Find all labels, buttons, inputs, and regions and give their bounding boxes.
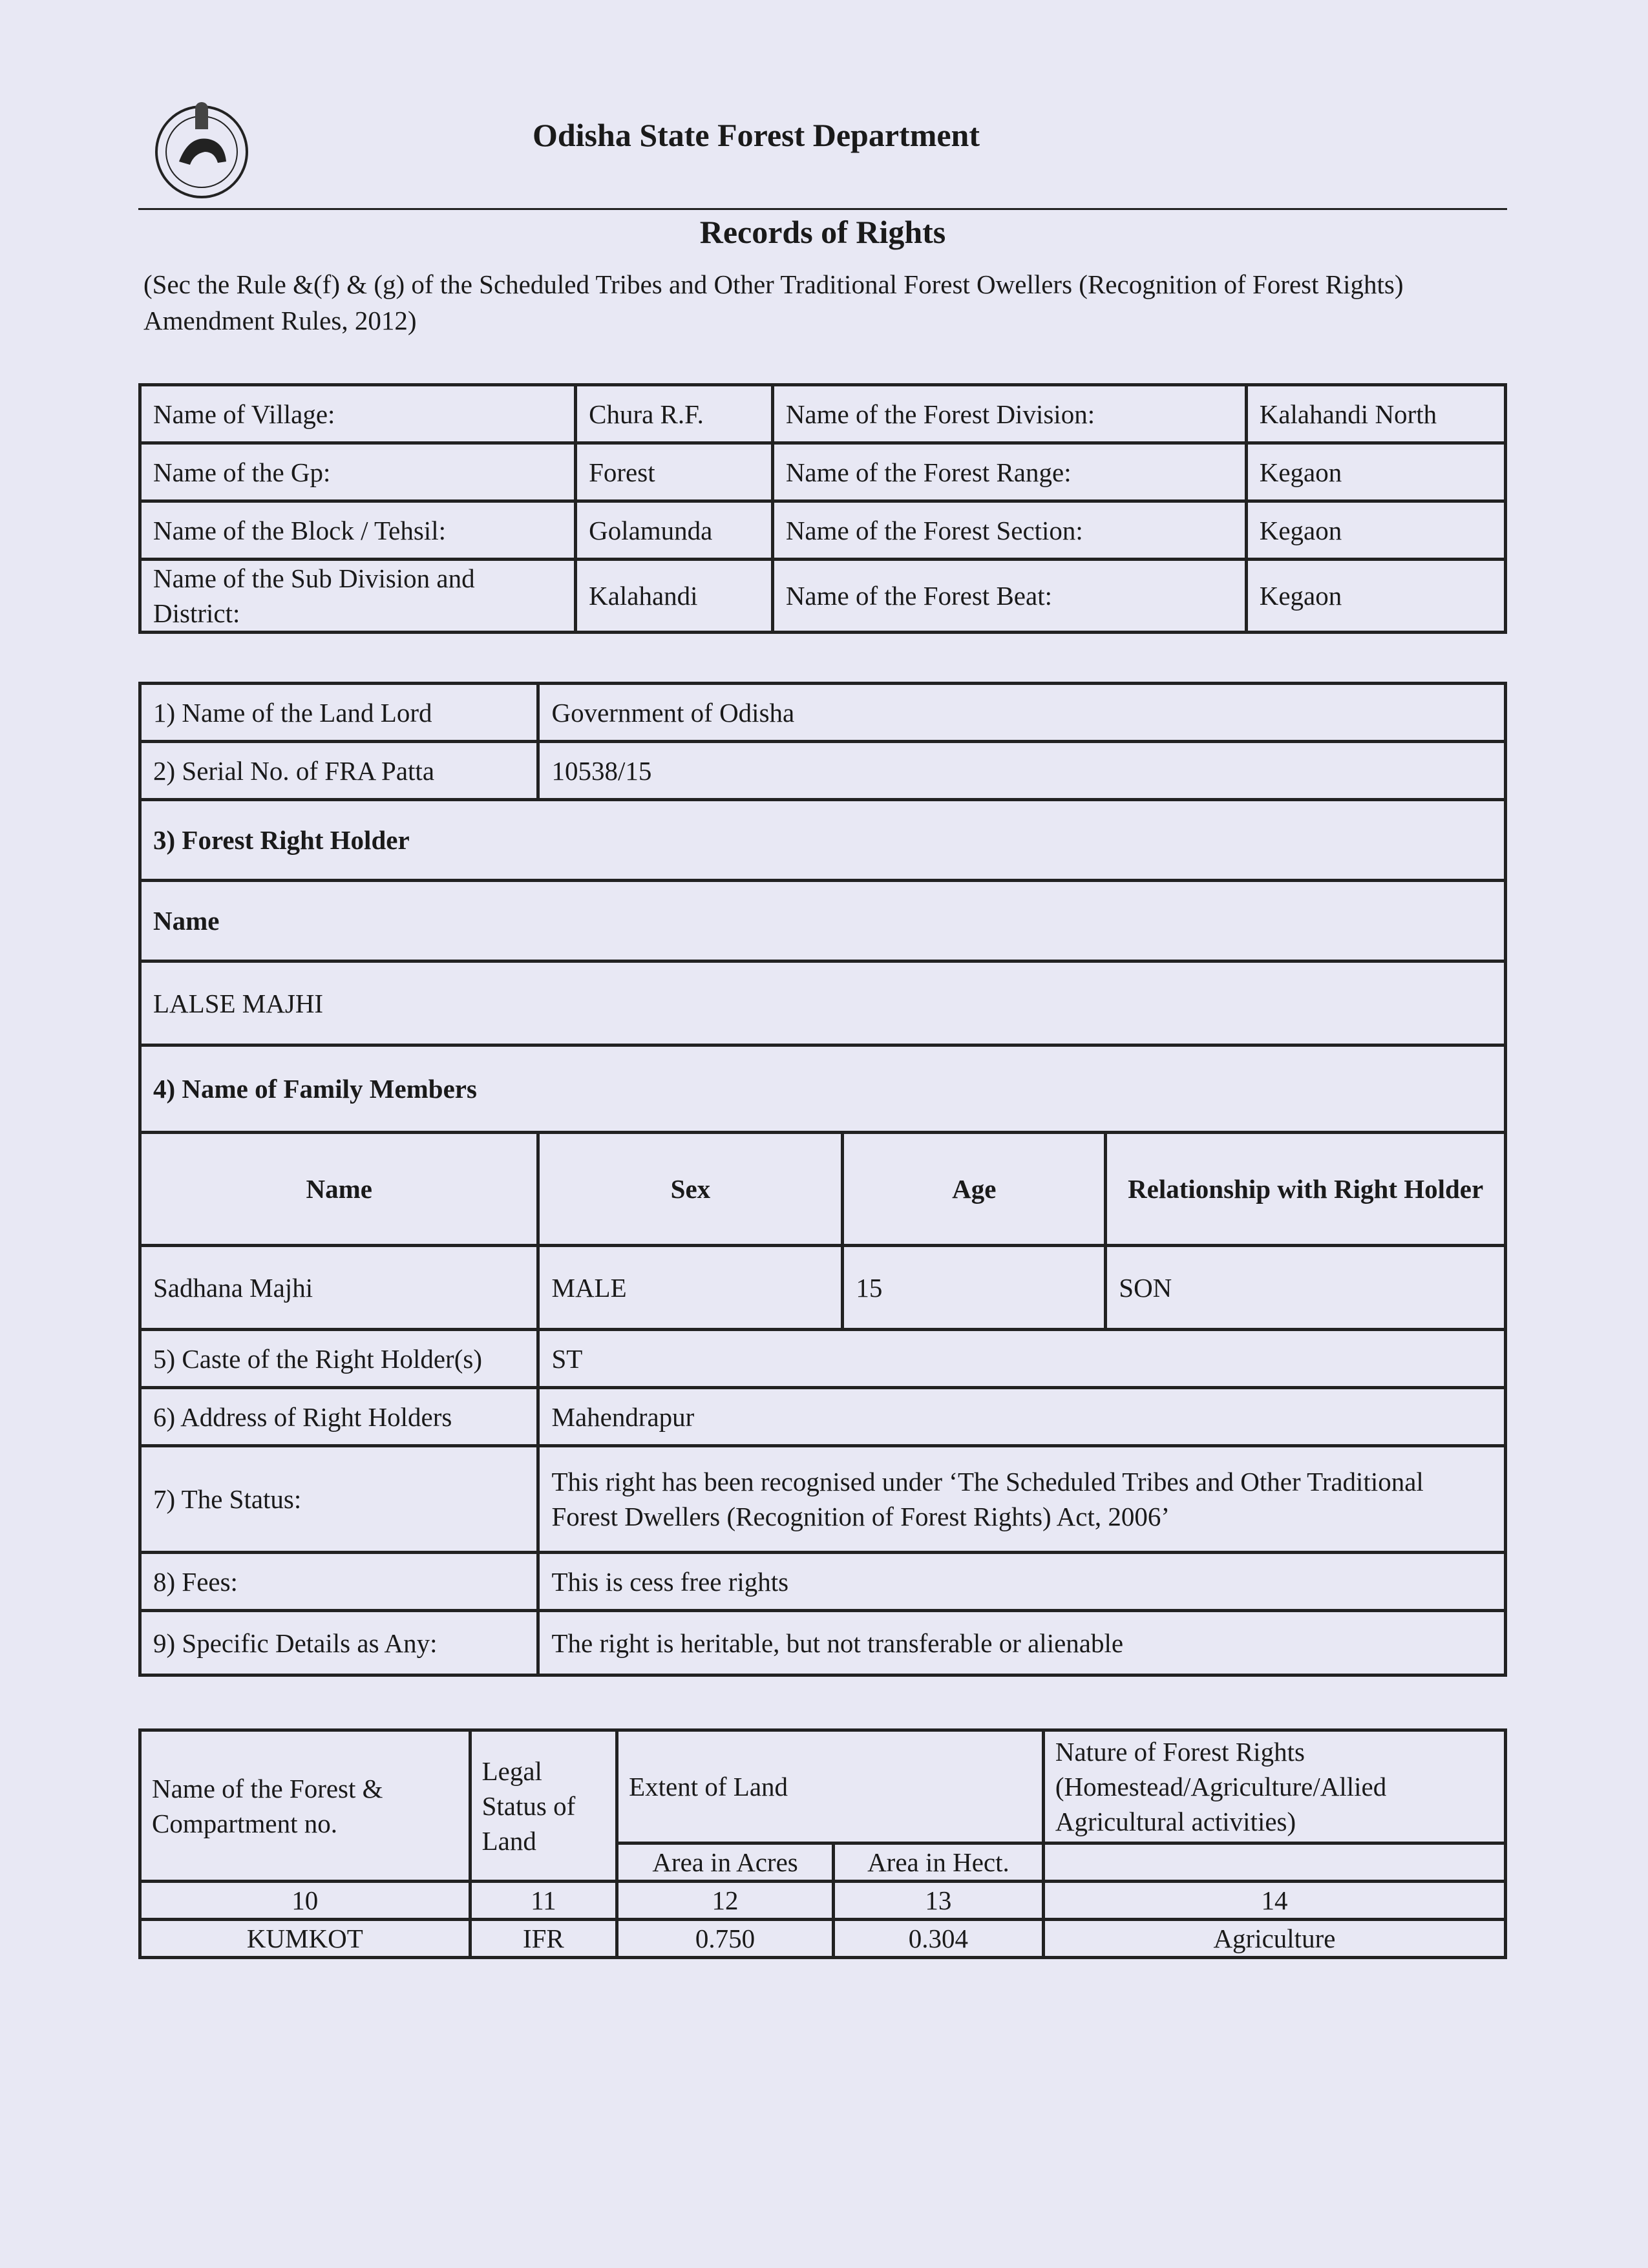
forest-division-label: Name of the Forest Division: (772, 385, 1246, 443)
fees-value: This is cess free rights (538, 1553, 1506, 1611)
subdivision-value: Kalahandi (576, 560, 773, 633)
table-row (140, 961, 1506, 1045)
table-row (140, 742, 1506, 800)
rights-details-table (138, 682, 1507, 1677)
acres-header: Area in Acres (617, 1843, 834, 1882)
location-table (138, 383, 1507, 634)
patta-label: 2) Serial No. of FRA Patta (140, 742, 538, 800)
nature-subheader-empty (1043, 1843, 1505, 1882)
forest-range-value: Kegaon (1246, 443, 1505, 501)
table-row (140, 560, 1506, 633)
area-acres: 0.750 (617, 1920, 834, 1958)
table-row (140, 385, 1506, 443)
table-row (140, 881, 1506, 961)
nature-header: Nature of Forest Rights (Homestead/Agriculture/Allied Agricultural activities) (1043, 1730, 1505, 1843)
gp-value: Forest (576, 443, 773, 501)
table-row (140, 501, 1506, 560)
table-row (140, 1446, 1506, 1553)
land-lord-value: Government of Odisha (538, 684, 1506, 742)
subdivision-label: Name of the Sub Division and District: (140, 560, 576, 633)
forest-section-label: Name of the Forest Section: (772, 501, 1246, 560)
table-row (140, 1882, 1506, 1920)
specific-label: 9) Specific Details as Any: (140, 1611, 538, 1675)
name-heading: Name (140, 881, 1506, 961)
table-row (140, 1330, 1506, 1388)
col-number: 12 (617, 1882, 834, 1920)
table-row (140, 1920, 1506, 1958)
family-col-sex: Sex (538, 1133, 843, 1246)
forest-beat-label: Name of the Forest Beat: (772, 560, 1246, 633)
forest-name: KUMKOT (140, 1920, 470, 1958)
col-number: 14 (1043, 1882, 1505, 1920)
village-value: Chura R.F. (576, 385, 773, 443)
page-title: Records of Rights (699, 214, 946, 250)
caste-label: 5) Caste of the Right Holder(s) (140, 1330, 538, 1388)
address-label: 6) Address of Right Holders (140, 1388, 538, 1446)
forest-section-value: Kegaon (1246, 501, 1505, 560)
table-row (140, 800, 1506, 881)
fees-label: 8) Fees: (140, 1553, 538, 1611)
block-label: Name of the Block / Tehsil: (140, 501, 576, 560)
col-number: 10 (140, 1882, 470, 1920)
nature-of-rights: Agriculture (1043, 1920, 1505, 1958)
family-header-row (140, 1133, 1506, 1246)
header-divider (138, 208, 1507, 210)
right-holder-heading: 3) Forest Right Holder (140, 800, 1506, 881)
preamble-text: (Sec the Rule &(f) & (g) of the Scheduled Tribes and Other Traditional Forest Owellers (Recognition of Forest Rights) Amendment Rules, 2012) (143, 269, 1404, 335)
member-sex: MALE (538, 1246, 843, 1330)
family-col-relationship: Relationship with Right Holder (1106, 1133, 1506, 1246)
table-row (140, 1730, 1506, 1843)
table-row (140, 1553, 1506, 1611)
area-hect: 0.304 (833, 1920, 1043, 1958)
holder-name: LALSE MAJHI (140, 961, 1506, 1045)
specific-value: The right is heritable, but not transferable or alienable (538, 1611, 1506, 1675)
forest-compartment-header: Name of the Forest & Compartment no. (140, 1730, 470, 1882)
table-row (140, 1045, 1506, 1133)
table-row (140, 1611, 1506, 1675)
legal-status-header: Legal Status of Land (470, 1730, 617, 1882)
block-value: Golamunda (576, 501, 773, 560)
col-number: 11 (470, 1882, 617, 1920)
caste-value: ST (538, 1330, 1506, 1388)
table-row (140, 1388, 1506, 1446)
table-row (140, 443, 1506, 501)
family-col-name: Name (140, 1133, 538, 1246)
family-heading: 4) Name of Family Members (140, 1045, 1506, 1133)
legal-status: IFR (470, 1920, 617, 1958)
odisha-emblem-icon (150, 90, 253, 207)
family-member-row (140, 1246, 1506, 1330)
member-age: 15 (843, 1246, 1106, 1330)
forest-range-label: Name of the Forest Range: (772, 443, 1246, 501)
village-label: Name of Village: (140, 385, 576, 443)
extent-header: Extent of Land (617, 1730, 1044, 1843)
status-label: 7) The Status: (140, 1446, 538, 1553)
family-col-age: Age (843, 1133, 1106, 1246)
member-name: Sadhana Majhi (140, 1246, 538, 1330)
gp-label: Name of the Gp: (140, 443, 576, 501)
status-value: This right has been recognised under ‘The Scheduled Tribes and Other Traditional Forest Dwellers (Recognition of Forest Rights) Act, 2006’ (538, 1446, 1506, 1553)
department-title: Odisha State Forest Department (532, 117, 980, 153)
address-value: Mahendrapur (538, 1388, 1506, 1446)
patta-value: 10538/15 (538, 742, 1506, 800)
member-relationship: SON (1106, 1246, 1506, 1330)
hect-header: Area in Hect. (833, 1843, 1043, 1882)
forest-beat-value: Kegaon (1246, 560, 1505, 633)
col-number: 13 (833, 1882, 1043, 1920)
land-extent-table (138, 1728, 1507, 1959)
land-lord-label: 1) Name of the Land Lord (140, 684, 538, 742)
table-row (140, 684, 1506, 742)
forest-division-value: Kalahandi North (1246, 385, 1505, 443)
